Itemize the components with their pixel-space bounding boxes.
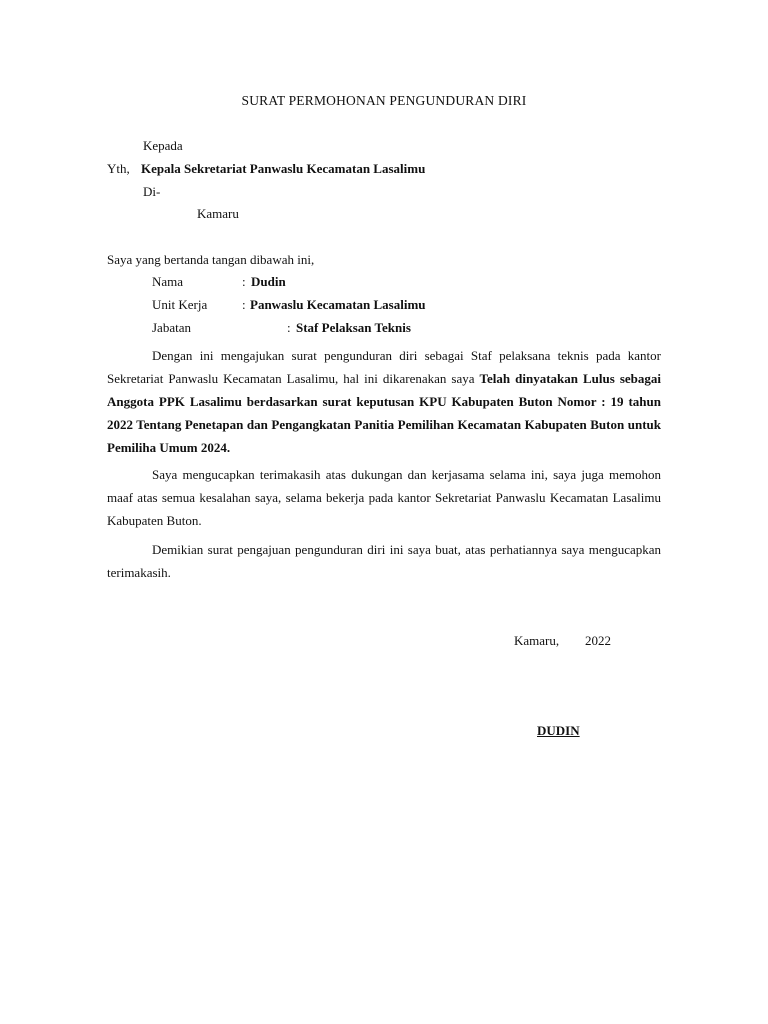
recipient-place: Kamaru [197,206,239,221]
closing-place: Kamaru, [514,633,560,648]
body-paragraph-3: Demikian surat pengajuan pengunduran diri ini saya buat, atas perhatiannya saya mengucapkan terimakasih. [107,542,661,580]
paragraph-1-text: Dengan ini mengajukan surat pengunduran diri sebagai Staf pelaksana teknis pada kantor Sekretariat Panwaslu Kecamatan Lasalimu, hal ini dikarenakan saya [107,348,661,386]
body-paragraph-1 [107,344,661,459]
recipient-yth: Yth, [107,161,130,176]
closing-year: 2022 [585,633,611,648]
field-value-nama: Dudin [251,274,286,289]
letter-title: SURAT PERMOHONAN PENGUNDURAN DIRI [241,93,527,108]
recipient-di: Di- [143,184,161,199]
field-label-jabatan: Jabatan [152,320,191,335]
field-sep-unit-kerja: : [242,297,246,312]
field-value-unit-kerja: Panwaslu Kecamatan Lasalimu [250,297,426,312]
field-label-unit-kerja: Unit Kerja [152,297,208,312]
recipient-kepada: Kepada [143,138,183,153]
paragraph-1-bold-text: Telah dinyatakan Lulus sebagai Anggota PPK Lasalimu berdasarkan surat keputusan KPU Kabupaten Buton Nomor : 19 tahun 2022 Tentang Penetapan dan Pengangkatan Panitia Pemilihan Kecamatan Kabupaten Buton untuk Pemiliha Umum 2024. [107,371,661,455]
field-sep-nama: : [242,274,246,289]
field-value-jabatan: Staf Pelaksan Teknis [296,320,411,335]
intro-text: Saya yang bertanda tangan dibawah ini, [107,252,315,267]
field-sep-jabatan: : [287,320,291,335]
body-paragraph-2: Saya mengucapkan terimakasih atas dukungan dan kerjasama selama ini, saya juga memohon maaf atas semua kesalahan saya, selama bekerja pada kantor Sekretariat Panwaslu Kecamatan Lasalimu Kabupaten Buton. [107,467,661,528]
signatory-name: DUDIN [537,723,580,738]
field-label-nama: Nama [152,274,184,289]
recipient-name: Kepala Sekretariat Panwaslu Kecamatan Lasalimu [141,161,426,176]
